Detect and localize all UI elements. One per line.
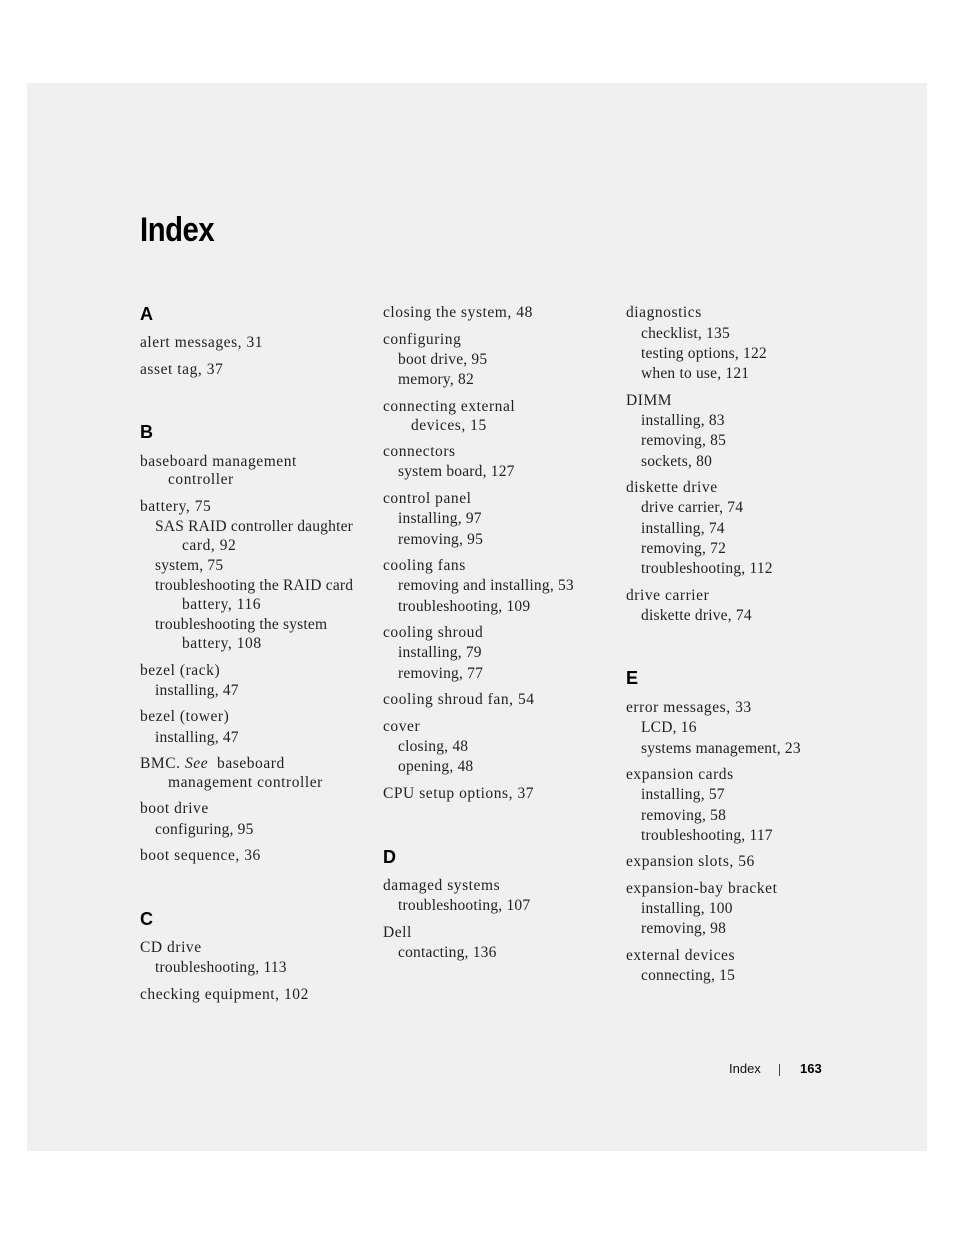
index-subentry: removing, 72 [641,540,727,557]
section-letter-e: E [626,668,639,688]
index-subentry: installing, 74 [641,520,725,537]
index-subentry: removing, 58 [641,807,727,824]
index-subentry: systems management, 23 [641,740,801,757]
index-subentry: troubleshooting the RAID card [155,577,354,594]
index-entry: cover [383,718,421,735]
index-subentry: connecting, 15 [641,967,736,984]
index-subentry: configuring, 95 [155,821,254,838]
index-entry-bmc-see [140,754,285,774]
index-subentry: system board, 127 [398,463,515,480]
index-subentry: testing options, 122 [641,345,767,362]
index-entry: battery, 75 [140,498,212,515]
index-entry: connecting external [383,398,516,415]
index-subentry: boot drive, 95 [398,351,488,368]
index-subentry: checklist, 135 [641,325,730,342]
index-entry-continuation: devices, 15 [411,417,487,434]
section-letter-d: D [383,847,396,867]
index-entry: baseboard management [140,453,297,470]
index-subentry: diskette drive, 74 [641,607,752,624]
index-subentry: SAS RAID controller daughter [155,518,354,535]
index-entry: control panel [383,490,472,507]
index-subentry: sockets, 80 [641,453,713,470]
see-prefix: BMC. [140,755,181,772]
index-subentry: installing, 100 [641,900,733,917]
index-subentry-continuation: battery, 116 [182,596,262,613]
index-entry: boot drive [140,800,209,817]
index-subentry: troubleshooting, 109 [398,598,531,615]
index-entry: Dell [383,924,412,941]
index-entry: bezel (tower) [140,708,230,725]
index-subentry: LCD, 16 [641,719,697,736]
index-entry: asset tag, 37 [140,361,224,378]
index-entry: diskette drive [626,479,718,496]
index-entry: alert messages, 31 [140,334,264,351]
index-subentry: removing, 77 [398,665,484,682]
index-entry: CPU setup options, 37 [383,785,535,802]
index-entry: cooling shroud fan, 54 [383,691,535,708]
section-letter-a: A [140,304,153,324]
index-subentry: troubleshooting the system [155,616,328,633]
footer-section-label: Index [729,1061,761,1076]
index-entry: CD drive [140,939,202,956]
index-entry: cooling shroud [383,624,484,641]
index-subentry: troubleshooting, 107 [398,897,531,914]
index-subentry: when to use, 121 [641,365,750,382]
index-entry: error messages, 33 [626,699,752,716]
index-subentry-continuation: battery, 108 [182,635,262,652]
index-subentry: installing, 47 [155,729,239,746]
index-entry: expansion cards [626,766,734,783]
index-entry-continuation: controller [168,471,234,488]
see-label: See [184,755,209,772]
index-subentry: troubleshooting, 117 [641,827,773,844]
index-subentry: removing, 85 [641,432,727,449]
footer-divider [779,1064,780,1076]
index-subentry: installing, 83 [641,412,725,429]
index-entry: boot sequence, 36 [140,847,261,864]
index-entry: expansion slots, 56 [626,853,755,870]
index-entry: configuring [383,331,462,348]
index-subentry: removing, 95 [398,531,484,548]
section-letter-b: B [140,422,153,442]
index-subentry: installing, 79 [398,644,482,661]
index-subentry: troubleshooting, 113 [155,959,287,976]
index-entry: damaged systems [383,877,501,894]
index-entry: diagnostics [626,304,702,321]
page-title: Index [140,211,215,249]
index-entry: external devices [626,947,736,964]
index-subentry: installing, 47 [155,682,239,699]
index-subentry: troubleshooting, 112 [641,560,773,577]
index-entry: checking equipment, 102 [140,986,309,1003]
index-entry: cooling fans [383,557,466,574]
index-subentry-continuation: card, 92 [182,537,237,554]
index-subentry: installing, 57 [641,786,725,803]
index-entry: bezel (rack) [140,662,221,679]
index-subentry: installing, 97 [398,510,482,527]
index-subentry: contacting, 136 [398,944,497,961]
index-subentry: removing and installing, 53 [398,577,574,594]
index-subentry: closing, 48 [398,738,469,755]
index-subentry: removing, 98 [641,920,727,937]
page-number: 163 [800,1061,822,1076]
index-entry: connectors [383,443,456,460]
index-subentry: memory, 82 [398,371,474,388]
section-letter-c: C [140,909,153,929]
index-entry-continuation: management controller [168,774,323,791]
index-subentry: system, 75 [155,557,224,574]
index-entry: closing the system, 48 [383,304,533,321]
index-entry: expansion-bay bracket [626,880,778,897]
see-target: baseboard [217,755,285,772]
index-entry: drive carrier [626,587,710,604]
index-subentry: opening, 48 [398,758,474,775]
index-subentry: drive carrier, 74 [641,499,744,516]
index-entry: DIMM [626,392,673,409]
